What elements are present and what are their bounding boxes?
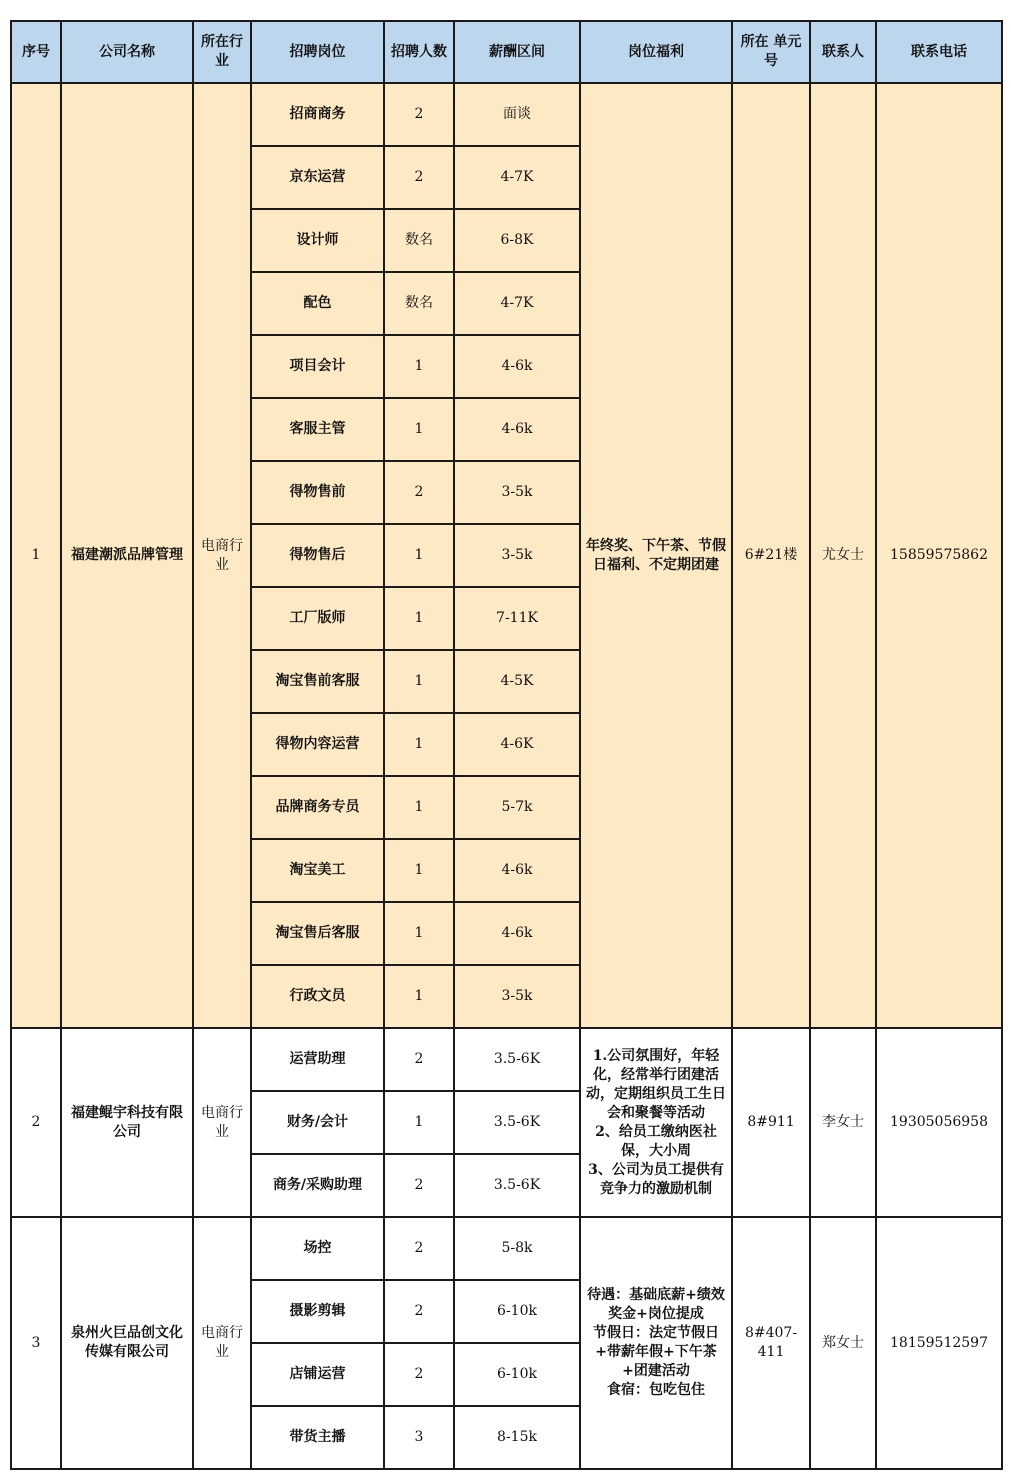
job-salary: 3-5k xyxy=(454,965,580,1028)
job-salary: 3.5-6K xyxy=(454,1028,580,1091)
job-position: 商务/采购助理 xyxy=(251,1154,384,1217)
job-position: 配色 xyxy=(251,272,384,335)
job-count: 1 xyxy=(384,713,454,776)
welfare-cell: 1.公司氛围好，年轻化，经常举行团建活动，定期组织员工生日会和聚餐等活动 2、给员工缴纳医社保，大小周 3、公司为员工提供有竞争力的激励机制 xyxy=(580,1028,732,1217)
job-count: 2 xyxy=(384,1028,454,1091)
header-welfare: 岗位福利 xyxy=(580,21,732,83)
contact-cell: 郑女士 xyxy=(810,1217,876,1469)
job-count: 1 xyxy=(384,902,454,965)
job-salary: 3.5-6K xyxy=(454,1154,580,1217)
company-group xyxy=(11,83,1002,1028)
row-seq: 2 xyxy=(11,1028,61,1217)
table-row xyxy=(11,83,1002,146)
job-position: 淘宝售前客服 xyxy=(251,650,384,713)
welfare-cell: 年终奖、下午茶、节假日福利、不定期团建 xyxy=(580,83,732,1028)
job-count: 1 xyxy=(384,524,454,587)
job-salary: 4-7K xyxy=(454,272,580,335)
job-count: 2 xyxy=(384,1154,454,1217)
industry-cell: 电商行业 xyxy=(193,1028,251,1217)
job-position: 淘宝美工 xyxy=(251,839,384,902)
job-salary: 3.5-6K xyxy=(454,1091,580,1154)
job-salary: 5-7k xyxy=(454,776,580,839)
job-count: 2 xyxy=(384,1280,454,1343)
job-count: 2 xyxy=(384,1343,454,1406)
job-salary: 4-6K xyxy=(454,713,580,776)
job-count: 数名 xyxy=(384,209,454,272)
phone-cell: 18159512597 xyxy=(876,1217,1002,1469)
job-count: 3 xyxy=(384,1406,454,1469)
job-position: 店铺运营 xyxy=(251,1343,384,1406)
job-position: 运营助理 xyxy=(251,1028,384,1091)
job-position: 得物内容运营 xyxy=(251,713,384,776)
contact-cell: 李女士 xyxy=(810,1028,876,1217)
job-salary: 4-6k xyxy=(454,839,580,902)
job-salary: 6-8K xyxy=(454,209,580,272)
company-name: 泉州火巨品创文化传媒有限公司 xyxy=(61,1217,193,1469)
job-count: 1 xyxy=(384,1091,454,1154)
phone-cell: 19305056958 xyxy=(876,1028,1002,1217)
job-count: 1 xyxy=(384,587,454,650)
job-salary: 8-15k xyxy=(454,1406,580,1469)
job-salary: 6-10k xyxy=(454,1280,580,1343)
row-seq: 1 xyxy=(11,83,61,1028)
job-position: 场控 xyxy=(251,1217,384,1280)
job-position: 品牌商务专员 xyxy=(251,776,384,839)
header-salary: 薪酬区间 xyxy=(454,21,580,83)
job-salary: 6-10k xyxy=(454,1343,580,1406)
phone-cell: 15859575862 xyxy=(876,83,1002,1028)
job-salary: 面谈 xyxy=(454,83,580,146)
job-count: 数名 xyxy=(384,272,454,335)
unit-cell: 8#407-411 xyxy=(732,1217,810,1469)
table-row xyxy=(11,1217,1002,1280)
job-position: 得物售前 xyxy=(251,461,384,524)
job-position: 带货主播 xyxy=(251,1406,384,1469)
header-contact: 联系人 xyxy=(810,21,876,83)
unit-cell: 6#21楼 xyxy=(732,83,810,1028)
job-salary: 4-6k xyxy=(454,335,580,398)
job-position: 设计师 xyxy=(251,209,384,272)
job-count: 2 xyxy=(384,1217,454,1280)
header-position: 招聘岗位 xyxy=(251,21,384,83)
job-count: 1 xyxy=(384,839,454,902)
industry-cell: 电商行业 xyxy=(193,1217,251,1469)
job-count: 2 xyxy=(384,146,454,209)
unit-cell: 8#911 xyxy=(732,1028,810,1217)
header-industry: 所在行业 xyxy=(193,21,251,83)
job-count: 1 xyxy=(384,776,454,839)
job-salary: 5-8k xyxy=(454,1217,580,1280)
job-salary: 4-6k xyxy=(454,902,580,965)
header-unit: 所在 单元号 xyxy=(732,21,810,83)
contact-cell: 尤女士 xyxy=(810,83,876,1028)
job-salary: 7-11K xyxy=(454,587,580,650)
job-position: 招商商务 xyxy=(251,83,384,146)
job-salary: 3-5k xyxy=(454,461,580,524)
header-row xyxy=(11,21,1002,83)
header-phone: 联系电话 xyxy=(876,21,1002,83)
job-position: 得物售后 xyxy=(251,524,384,587)
job-count: 1 xyxy=(384,965,454,1028)
job-salary: 4-6k xyxy=(454,398,580,461)
recruitment-table xyxy=(10,20,1003,1470)
company-group xyxy=(11,1028,1002,1217)
job-salary: 4-5K xyxy=(454,650,580,713)
job-count: 2 xyxy=(384,461,454,524)
company-name: 福建潮派品牌管理 xyxy=(61,83,193,1028)
job-position: 摄影剪辑 xyxy=(251,1280,384,1343)
table-row xyxy=(11,1028,1002,1091)
welfare-cell: 待遇：基础底薪+绩效奖金+岗位提成 节假日：法定节假日+带薪年假+下午茶+团建活动 食宿：包吃包住 xyxy=(580,1217,732,1469)
company-group xyxy=(11,1217,1002,1469)
job-position: 行政文员 xyxy=(251,965,384,1028)
job-count: 1 xyxy=(384,335,454,398)
industry-cell: 电商行业 xyxy=(193,83,251,1028)
header-count: 招聘人数 xyxy=(384,21,454,83)
job-position: 客服主管 xyxy=(251,398,384,461)
row-seq: 3 xyxy=(11,1217,61,1469)
job-count: 2 xyxy=(384,83,454,146)
job-count: 1 xyxy=(384,398,454,461)
job-position: 财务/会计 xyxy=(251,1091,384,1154)
job-position: 项目会计 xyxy=(251,335,384,398)
job-salary: 3-5k xyxy=(454,524,580,587)
job-count: 1 xyxy=(384,650,454,713)
job-salary: 4-7K xyxy=(454,146,580,209)
header-company: 公司名称 xyxy=(61,21,193,83)
job-position: 京东运营 xyxy=(251,146,384,209)
header-seq: 序号 xyxy=(11,21,61,83)
job-position: 工厂版师 xyxy=(251,587,384,650)
company-name: 福建鲲宇科技有限公司 xyxy=(61,1028,193,1217)
job-position: 淘宝售后客服 xyxy=(251,902,384,965)
